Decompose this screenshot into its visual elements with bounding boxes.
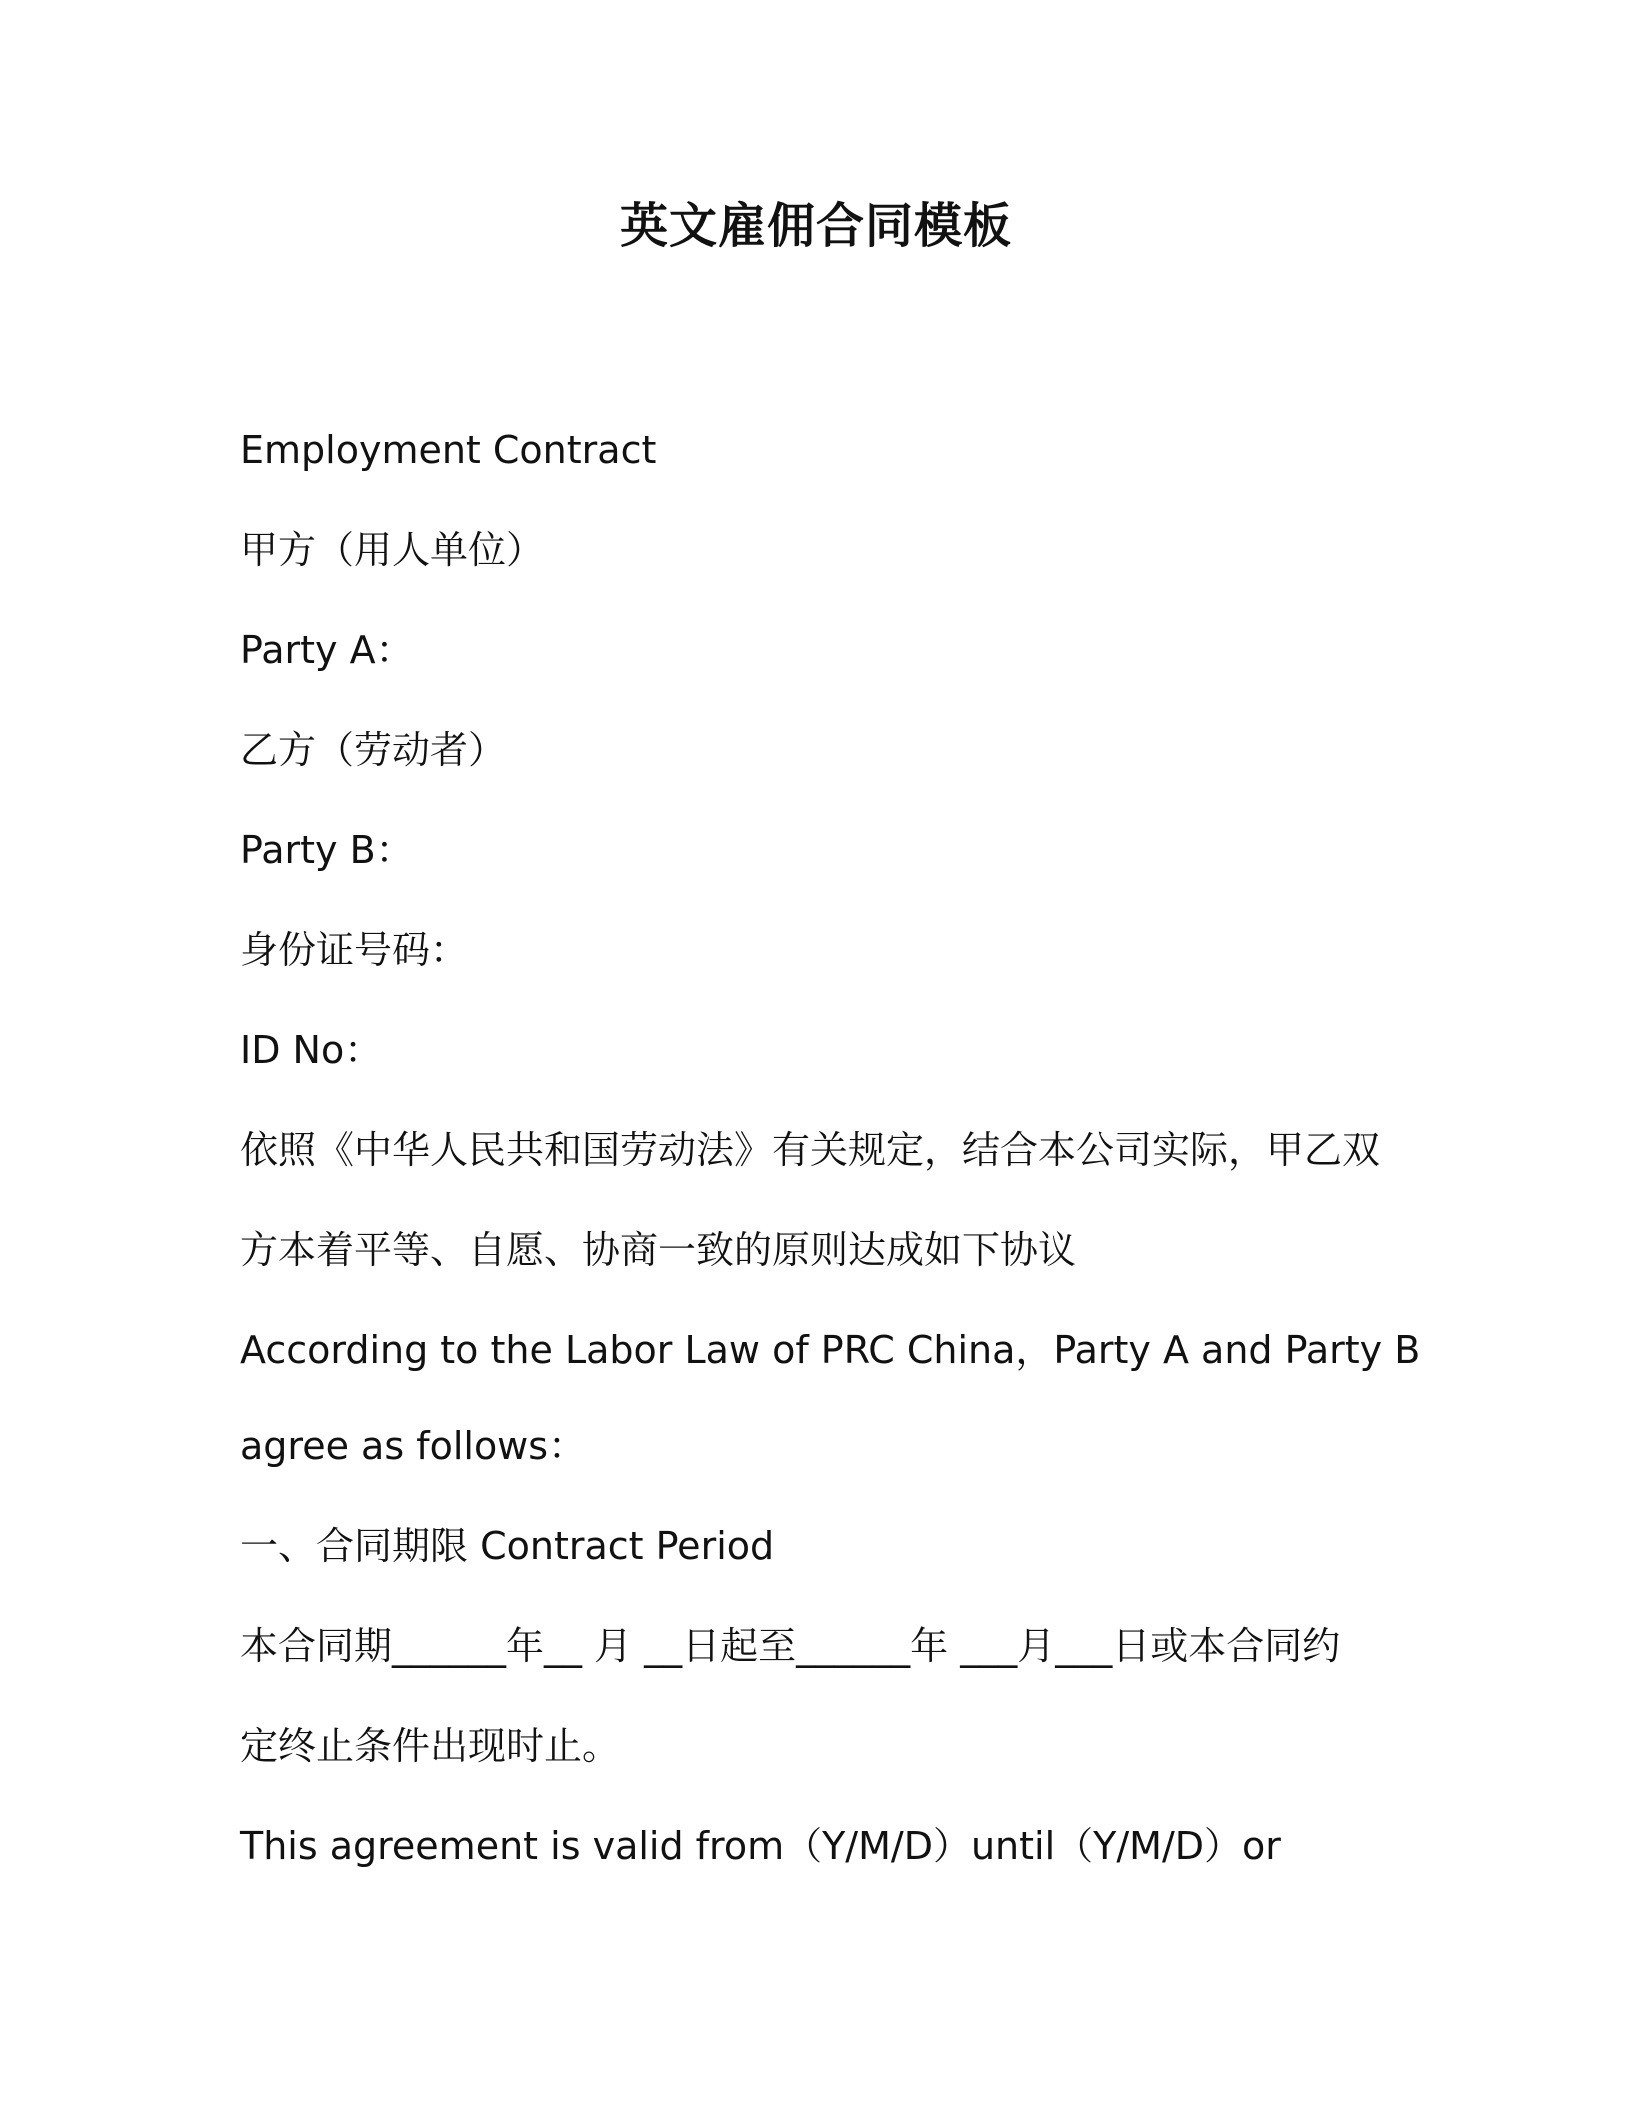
preamble-en-line-1: According to the Labor Law of PRC China，Party A and Party B bbox=[240, 1328, 1421, 1372]
contract-period-cn-line-2: 定终止条件出现时止。 bbox=[240, 1724, 621, 1768]
document-title: 英文雇佣合同模板 bbox=[619, 198, 1012, 254]
contract-period-cn-line-1: 本合同期______年__ 月 __日起至______年 ___月___日或本合同约 bbox=[240, 1624, 1341, 1668]
preamble-en-line-2: agree as follows： bbox=[240, 1424, 587, 1468]
party-a-label-cn: 甲方（用人单位） bbox=[240, 528, 545, 572]
preamble-cn-line-1: 依照《中华人民共和国劳动法》有关规定，结合本公司实际，甲乙双 bbox=[240, 1128, 1381, 1172]
party-b-label-en: Party B： bbox=[240, 828, 414, 872]
heading-employment-contract: Employment Contract bbox=[240, 428, 657, 472]
party-b-label-cn: 乙方（劳动者） bbox=[240, 728, 507, 772]
id-number-label-en: ID No： bbox=[240, 1028, 383, 1072]
id-number-label-cn: 身份证号码： bbox=[240, 928, 469, 972]
party-a-label-en: Party A： bbox=[240, 628, 414, 672]
section-contract-period-heading: 一、合同期限 Contract Period bbox=[240, 1524, 775, 1568]
contract-period-en-line-1: This agreement is valid from（Y/M/D）until（Y/M/D）or bbox=[240, 1824, 1281, 1868]
preamble-cn-line-2: 方本着平等、自愿、协商一致的原则达成如下协议 bbox=[240, 1228, 1077, 1272]
